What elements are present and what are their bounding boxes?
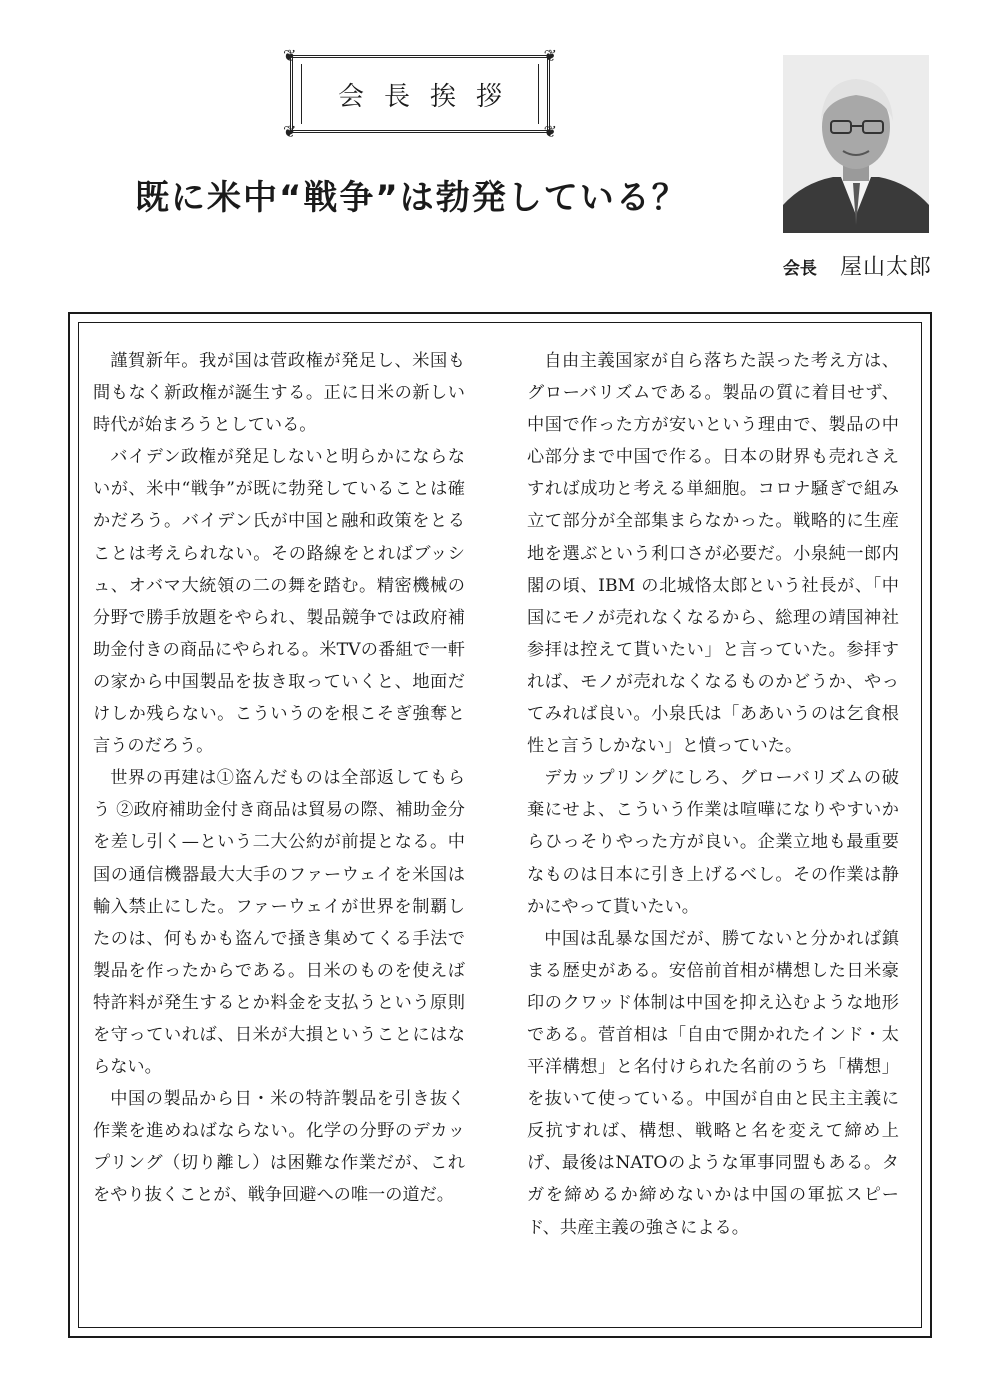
article-frame — [68, 312, 932, 1338]
portrait-icon — [783, 55, 929, 233]
paragraph: 中国の製品から日・米の特許製品を引き抜く作業を進めねばならない。化学の分野のデカップリング（切り離し）は困難な作業だが、これをやり抜くことが、戦争回避への唯一の道だ。 — [93, 1089, 465, 1206]
portrait-photo — [783, 55, 929, 233]
ornament-icon: ❦ — [283, 122, 297, 141]
paragraph: デカップリングにしろ、グローバリズムの破棄にせよ、こういう作業は喧嘩になりやすいからひっそりやった方が良い。企業立地も最重要なものは日本に引き上げるべし。その作業は静かにやって貰いたい。 — [527, 768, 899, 917]
author-byline — [760, 250, 932, 281]
paragraph: 自由主義国家が自ら落ちた誤った考え方は、グローバリズムである。製品の質に着目せず、中国で作った方が安いという理由で、製品の中心部分まで中国で作る。日本の財界も売れさえすれば成功と考える単細胞。コロナ騒ぎで組み立て部分が全部集まらなかった。戦略的に生産地を選ぶという利口さが必要だ。小泉純一郎内閣の頃、IBM の北城恪太郎という社長が、「中国にモノが売れなくなるから、総理の靖国神社参拝は控えて貰いたい」と言っていた。参拝すれば、モノが売れなくなるものかどうか、やってみれば良い。小泉氏は「ああいうのは乞食根性と言うしかない」と憤っていた。 — [527, 351, 899, 757]
column-right — [527, 345, 899, 1244]
ornament-icon: ❦ — [543, 46, 557, 65]
ornament-icon: ❦ — [543, 122, 557, 141]
column-left — [93, 345, 465, 1212]
paragraph: 中国は乱暴な国だが、勝てないと分かれば鎮まる歴史がある。安倍前首相が構想した日米豪印のクワッド体制は中国を抑え込むような地形である。菅首相は「自由で開かれたインド・太平洋構想」と名付けられた名前のうち「構想」を抜いて使っている。中国が自由と民主主義に反抗すれば、構想、戦略と名を変えて締め上げ、最後はNATOのような軍事同盟もある。タガを締めるか締めないかは中国の軍拡スピード、共産主義の強さによる。 — [527, 928, 899, 1238]
author-role: 会長 — [782, 259, 817, 279]
ornament-icon: ❦ — [283, 46, 297, 65]
paragraph: バイデン政権が発足しないと明らかにならないが、米中“戦争”が既に勃発していることは確かだろう。バイデン氏が中国と融和政策をとることは考えられない。その路線をとればブッシュ、オバマ大統領の二の舞を踏む。精密機械の分野で勝手放題をやられ、製品競争では政府補助金付きの商品にやられる。米TVの番組で一軒の家から中国製品を抜き取っていくと、地面だけしか残らない。こういうのを根こそぎ強奪と言うのだろう。 — [93, 447, 465, 757]
article-body — [78, 322, 922, 1328]
section-label: 会長挨拶 — [337, 81, 522, 112]
paragraph: 世界の再建は①盗んだものは全部返してもらう ②政府補助金付き商品は貿易の際、補助金分を差し引く—という二大公約が前提となる。中国の通信機器最大大手のファーウェイを米国は輸入禁止にした。ファーウェイが世界を制覇したのは、何もかも盗んで掻き集めてくる手法で製品を作ったからである。日米のものを使えば特許料が発生するとか料金を支払うという原則を守っていれば、日米が大損ということにはならない。 — [93, 768, 465, 1078]
article-headline: 既に米中“戦争”は勃発している？ — [135, 178, 688, 218]
author-name: 屋山太郎 — [839, 255, 932, 280]
paragraph: 謹賀新年。我が国は菅政権が発足し、米国も間もなく新政権が誕生する。正に日米の新しい時代が始まろうとしている。 — [93, 351, 465, 436]
section-title-box — [283, 46, 557, 141]
